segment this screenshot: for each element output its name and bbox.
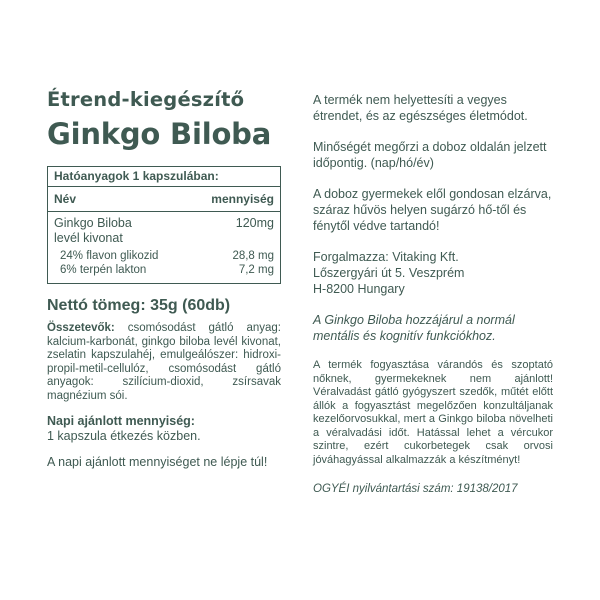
row-name: 6% terpén lakton xyxy=(60,264,147,276)
ingredients-label: Összetevők: xyxy=(47,322,115,334)
column-amount: mennyiség xyxy=(211,192,274,206)
table-column-headers xyxy=(48,187,280,212)
table-row xyxy=(54,263,274,277)
row-name: levél kivonat xyxy=(54,231,123,245)
table-row xyxy=(54,231,274,246)
right-column xyxy=(313,92,553,495)
table-body xyxy=(48,212,280,283)
product-title: Ginkgo Biloba xyxy=(47,117,272,151)
product-subtitle: Étrend-kiegészítő xyxy=(47,88,245,111)
distributor-line: Lőszergyári út 5. Veszprém xyxy=(313,266,465,280)
row-amount: 7,2 mg xyxy=(238,264,274,276)
diet-notice: A termék nem helyettesíti a vegyes étrendet, és az egészséges életmódot. xyxy=(313,93,528,123)
row-amount: 28,8 mg xyxy=(232,250,274,262)
ingredients-text: csomósodást gátló anyag: kalcium-karbonát, ginkgo biloba levél kivonat, zselatin kapszulahéj, emulgeálószer: hidroxi-propil-metil-cellulóz, csomósodást gátló anyagok: szilícium-dioxid, zsírsavak magnézium sói. xyxy=(47,322,281,402)
row-name: Ginkgo Biloba xyxy=(54,216,132,230)
health-claim: A Ginkgo Biloba hozzájárul a normál mentális és kognitív funkciókhoz. xyxy=(313,313,515,343)
table-row xyxy=(54,249,274,263)
registration-number: OGYÉI nyilvántartási szám: 19138/2017 xyxy=(313,483,518,495)
dose-warning: A napi ajánlott mennyiséget ne lépje túl! xyxy=(47,454,268,469)
left-column xyxy=(47,88,281,470)
best-before-notice: Minőségét megőrzi a doboz oldalán jelzett időpontig. (nap/hó/év) xyxy=(313,140,547,170)
daily-dose-label: Napi ajánlott mennyiség: xyxy=(47,413,195,428)
active-ingredients-table xyxy=(47,166,281,284)
distributor-line: H-8200 Hungary xyxy=(313,282,405,296)
caution-text: A termék fogyasztása várandós és szoptató nőknek, gyermekeknek nem ajánlott! Véralvadást gátló gyógyszert szedők, műtét előtt állók a fogyasztást megelőzően konzultáljanak kezelőorvosukkal, mert a Ginkgo biloba növelheti a véralvadási időt. Hatással lehet a vércukor szintre, ezért cukorbetegek csak orvosi jóváhagyással alkalmazzák a készítményt! xyxy=(313,359,553,466)
storage-notice: A doboz gyermekek elől gondosan elzárva, száraz hűvös helyen sugárzó hő-től és fénytől védve tartandó! xyxy=(313,187,552,233)
distributor-line: Forgalmazza: Vitaking Kft. xyxy=(313,250,459,264)
column-name: Név xyxy=(54,192,77,206)
row-name: 24% flavon glikozid xyxy=(60,250,159,262)
table-header: Hatóanyagok 1 kapszulában: xyxy=(48,167,280,187)
row-amount: 120mg xyxy=(235,216,274,230)
table-row xyxy=(54,216,274,231)
ingredients xyxy=(47,322,281,404)
daily-dose-text: 1 kapszula étkezés közben. xyxy=(47,428,201,443)
distributor-info xyxy=(313,249,553,297)
net-weight: Nettó tömeg: 35g (60db) xyxy=(47,297,231,314)
